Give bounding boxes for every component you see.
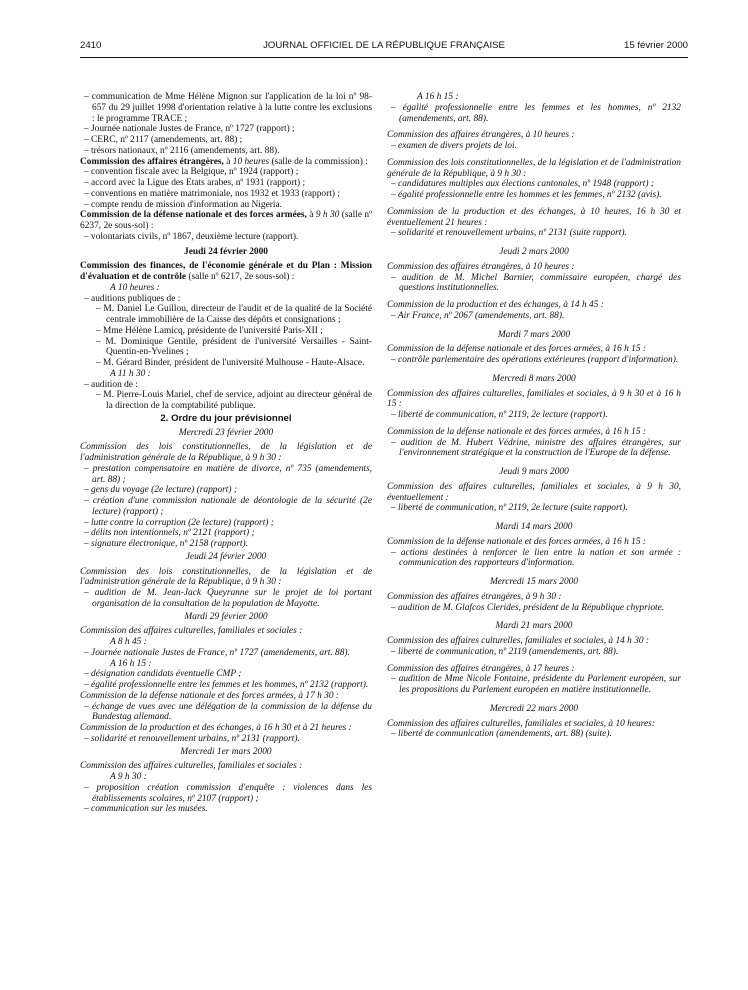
spacer	[387, 569, 681, 575]
agenda-item: – Journée nationale Justes de France, nº 1727 (amendements, art. 88).	[84, 647, 350, 658]
agenda-item: – liberté de communication (amendements, art. 88) (suite).	[391, 729, 612, 740]
agenda-item: – désignation candidats éventuelle CMP ;	[84, 669, 242, 680]
text: à	[306, 210, 316, 221]
agenda-item: – lutte contre la corruption (2e lecture) (rapport) ;	[84, 517, 274, 528]
agenda-item: – audition de :	[84, 379, 138, 390]
agenda-item: – contrôle parlementaire des opérations extérieures (rapport d'information).	[391, 355, 679, 365]
day-heading: Jeudi 24 février 2000	[184, 246, 268, 257]
day-heading: Mercredi 15 mars 2000	[489, 577, 579, 587]
time-heading: A 16 h 15 :	[110, 658, 152, 669]
page-header	[80, 38, 688, 58]
agenda-item: – trésors nationaux, nº 2116 (amendements, art. 88).	[84, 145, 280, 156]
agenda-item: – convention fiscale avec la Belgique, nº 1924 (rapport) ;	[84, 167, 299, 178]
agenda-item: – liberté de communication, nº 2119 (amendements, art. 88).	[391, 646, 619, 657]
committee-heading: Commission de la production et des échanges, à 16 h 30 et à 21 heures :	[80, 723, 352, 733]
committee-heading: Commission des lois constitutionnelles, de la législation et de l'administration générale de la République, à 9 h 30 :	[387, 157, 681, 179]
agenda-item: – égalité professionnelle entre les hommes et les femmes, nº 2132 (avis).	[391, 190, 662, 200]
committee-heading: Commission de la défense nationale et des forces armées, à 16 h 15 :	[387, 536, 646, 547]
committee-name: Commission de la défense nationale et des forces armées,	[80, 210, 307, 221]
agenda-item: – M. Gérard Binder, président de l'université Mulhouse - Haute-Alsace.	[96, 358, 365, 368]
agenda-item: – audition de M. Jean-Jack Queyranne sur le projet de loi portant organisation de la consultation de la population de Mayotte.	[84, 588, 372, 609]
committee-heading: Commission de la défense nationale et des forces armées, à 16 h 15 :	[387, 426, 646, 437]
agenda-item: – prestation compensatoire en matière de divorce, nº 735 (amendements, art. 88) ;	[84, 463, 372, 485]
text: (salle nº 6237, 2e sous-sol) :	[80, 210, 372, 231]
agenda-item: – solidarité et renouvellement urbains, nº 2131 (rapport).	[84, 733, 300, 744]
committee-heading: Commission des affaires étrangères, à 10 heures :	[387, 261, 575, 272]
committee-name: Commission des finances, de l'économie générale et du Plan : Mission d'évaluation et de contrôle	[80, 261, 372, 282]
section-title: 2. Ordre du jour prévisionnel	[160, 412, 292, 424]
agenda-item: – audition de Mme Nicole Fontaine, présidente du Parlement européen, sur les propositions du Parlement européen en matière institutionnelle.	[391, 674, 681, 695]
agenda-item: – volontariats civils, nº 1867, deuxième lecture (rapport).	[84, 231, 299, 242]
spacer	[387, 459, 681, 465]
day-heading: Jeudi 2 mars 2000	[499, 247, 569, 257]
day-heading: Mercredi 8 mars 2000	[492, 373, 576, 384]
agenda-item: – M. Dominique Gentile, président de l'université Versailles - Saint-Quentin-en-Yvelines ;	[96, 336, 372, 358]
agenda-item: – délits non intentionnels, nº 2121 (rapport) ;	[84, 528, 255, 539]
spacer	[387, 696, 681, 702]
spacer	[387, 366, 681, 372]
page-number: 2410	[80, 40, 102, 51]
agenda-item: – gens du voyage (2e lecture) (rapport) ;	[84, 485, 237, 496]
agenda-item: – proposition création commission d'enquête : violences dans les établissements scolaires, nº 2107 (rapport) ;	[84, 782, 372, 804]
agenda-item: – audition de M. Hubert Védrine, ministre des affaires étrangères, sur l'environnement stratégique et la construction de l'Europe de la défense.	[391, 437, 681, 459]
time-heading: A 10 heures :	[110, 282, 160, 293]
agenda-item: – Air France, nº 2067 (amendements, art. 88).	[391, 310, 565, 321]
agenda-item: – solidarité et renouvellement urbains, nº 2131 (suite rapport).	[391, 228, 627, 239]
time: 10 heures	[232, 156, 270, 167]
agenda-item: – actions destinées à renforcer le lien entre la nation et son armée : communication des rapporteurs d'information.	[391, 547, 681, 569]
agenda-item: – communication sur les musées.	[84, 804, 208, 815]
journal-title: JOURNAL OFFICIEL DE LA RÉPUBLIQUE FRANÇAISE	[263, 40, 505, 51]
text: (salle nº 6217, 2e sous-sol) :	[185, 272, 295, 282]
day-heading: Jeudi 9 mars 2000	[499, 467, 569, 477]
agenda-item: – M. Daniel Le Guillou, directeur de l'audit et de la qualité de la Société centrale immobilière de la Caisse des dépôts et consignations ;	[96, 304, 372, 325]
agenda-item: – création d'une commission nationale de déontologie de la sécurité (2e lecture) (rapport) ;	[84, 496, 372, 517]
agenda-item: – examen de divers projets de loi.	[391, 141, 517, 151]
committee-heading: Commission des affaires culturelles, familiales et sociales, à 9 h 30, éventuellement :	[387, 481, 681, 503]
committee-heading	[80, 261, 372, 283]
agenda-item: – compte rendu de mission d'information au Nigeria.	[84, 199, 282, 210]
committee-heading: Commission des affaires culturelles, familiales et sociales, à 9 h 30 et à 16 h 15 :	[387, 388, 681, 410]
issue-date: 15 février 2000	[624, 40, 688, 51]
committee-heading: Commission de la production et des échanges, à 10 heures, 16 h 30 et éventuellement 21 heures :	[387, 206, 681, 228]
day-heading: Mercredi 23 février 2000	[178, 427, 274, 438]
agenda-item: – échange de vues avec une délégation de la commission de la défense du Bundestag allemand.	[84, 701, 372, 723]
spacer	[387, 613, 681, 619]
day-heading: Mercredi 22 mars 2000	[489, 703, 579, 714]
agenda-item: – égalité professionnelle entre les femmes et les hommes, nº 2132 (amendements, art. 88).	[391, 102, 681, 124]
time-heading: A 11 h 30 :	[110, 368, 151, 379]
committee-heading	[80, 157, 372, 168]
agenda-item: – audition de M. Glafcos Clerides, président de la République chypriote.	[391, 602, 665, 613]
committee-heading: Commission des affaires étrangères, à 9 h 30 :	[387, 591, 562, 602]
agenda-item: – liberté de communication, nº 2119, 2e lecture (rapport).	[391, 410, 608, 420]
day-heading: Mardi 21 mars 2000	[495, 621, 573, 632]
spacer	[387, 322, 681, 328]
committee-heading: Commission de la défense nationale et des forces armées, à 17 h 30 :	[80, 690, 339, 701]
committee-name: Commission des affaires étrangères,	[80, 156, 224, 167]
right-column	[387, 92, 681, 740]
agenda-item: – signature électronique, nº 2158 (rapport).	[84, 539, 248, 549]
agenda-item: – CERC, nº 2117 (amendements, art. 88) ;	[84, 135, 243, 145]
committee-heading: Commission des lois constitutionnelles, de la législation et de l'administration générale de la République, à 9 h 30 :	[80, 566, 372, 588]
committee-heading: Commission des affaires étrangères, à 17 heures :	[387, 663, 575, 674]
day-heading: Mardi 7 mars 2000	[497, 329, 571, 340]
agenda-item: – M. Pierre-Louis Mariel, chef de service, adjoint au directeur général de la direction de la comptabilité publique.	[96, 390, 372, 411]
day-heading: Mercredi 1er mars 2000	[180, 746, 272, 757]
committee-heading	[80, 210, 372, 232]
committee-heading: Commission des affaires étrangères, à 10 heures :	[387, 130, 575, 141]
committee-heading: Commission de la défense nationale et des forces armées, à 16 h 15 :	[387, 344, 646, 355]
time-heading: A 8 h 45 :	[110, 637, 147, 647]
day-heading: Jeudi 24 février 2000	[185, 551, 267, 562]
agenda-item: – liberté de communication, nº 2119, 2e lecture (suite rapport).	[391, 503, 628, 514]
agenda-item: – accord avec la Ligue des Etats arabes, nº 1931 (rapport) ;	[84, 178, 306, 188]
agenda-item: – audition de M. Michel Barnier, commissaire européen, chargé des questions institutionnelles.	[391, 272, 681, 294]
day-heading: Mardi 29 février 2000	[184, 611, 268, 622]
agenda-item: – auditions publiques de :	[84, 293, 181, 304]
committee-heading: Commission des affaires culturelles, familiales et sociales, à 14 h 30 :	[387, 636, 650, 646]
time: 9 h 30	[315, 210, 340, 221]
agenda-item: – Mme Hélène Lamicq, présidente de l'université Paris-XII ;	[96, 325, 323, 336]
left-column	[80, 92, 372, 815]
committee-heading: Commission de la production et des échanges, à 14 h 45 :	[387, 300, 604, 310]
committee-heading: Commission des affaires culturelles, familiales et sociales :	[80, 626, 303, 637]
spacer	[387, 239, 681, 245]
agenda-item: – communication de Mme Hélène Mignon sur l'application de la loi nº 98-657 du 29 juillet 1998 d'orientation relative à la lutte contre les exclusions : le programme TRACE ;	[84, 92, 372, 124]
text: (salle de la commission) :	[269, 156, 368, 167]
time-heading: A 9 h 30 :	[110, 772, 147, 782]
time-heading: A 16 h 15 :	[417, 92, 459, 102]
spacer	[387, 514, 681, 520]
agenda-item: – candidatures multiples aux élections cantonales, nº 1948 (rapport) ;	[391, 179, 654, 190]
agenda-item: – égalité professionnelle entre les femmes et les hommes, nº 2132 (rapport).	[84, 680, 369, 690]
committee-heading: Commission des affaires culturelles, familiales et sociales, à 10 heures:	[387, 718, 655, 729]
text: à	[223, 156, 233, 167]
agenda-item: – conventions en matière matrimoniale, nos 1932 et 1933 (rapport) ;	[84, 188, 340, 199]
day-heading: Mardi 14 mars 2000	[495, 522, 573, 532]
agenda-item: – Journée nationale Justes de France, nº 1727 (rapport) ;	[84, 124, 295, 135]
committee-heading: Commission des affaires culturelles, familiales et sociales :	[80, 761, 303, 772]
committee-heading: Commission des lois constitutionnelles, de la législation et de l'administration générale de la République, à 9 h 30 :	[80, 442, 372, 463]
